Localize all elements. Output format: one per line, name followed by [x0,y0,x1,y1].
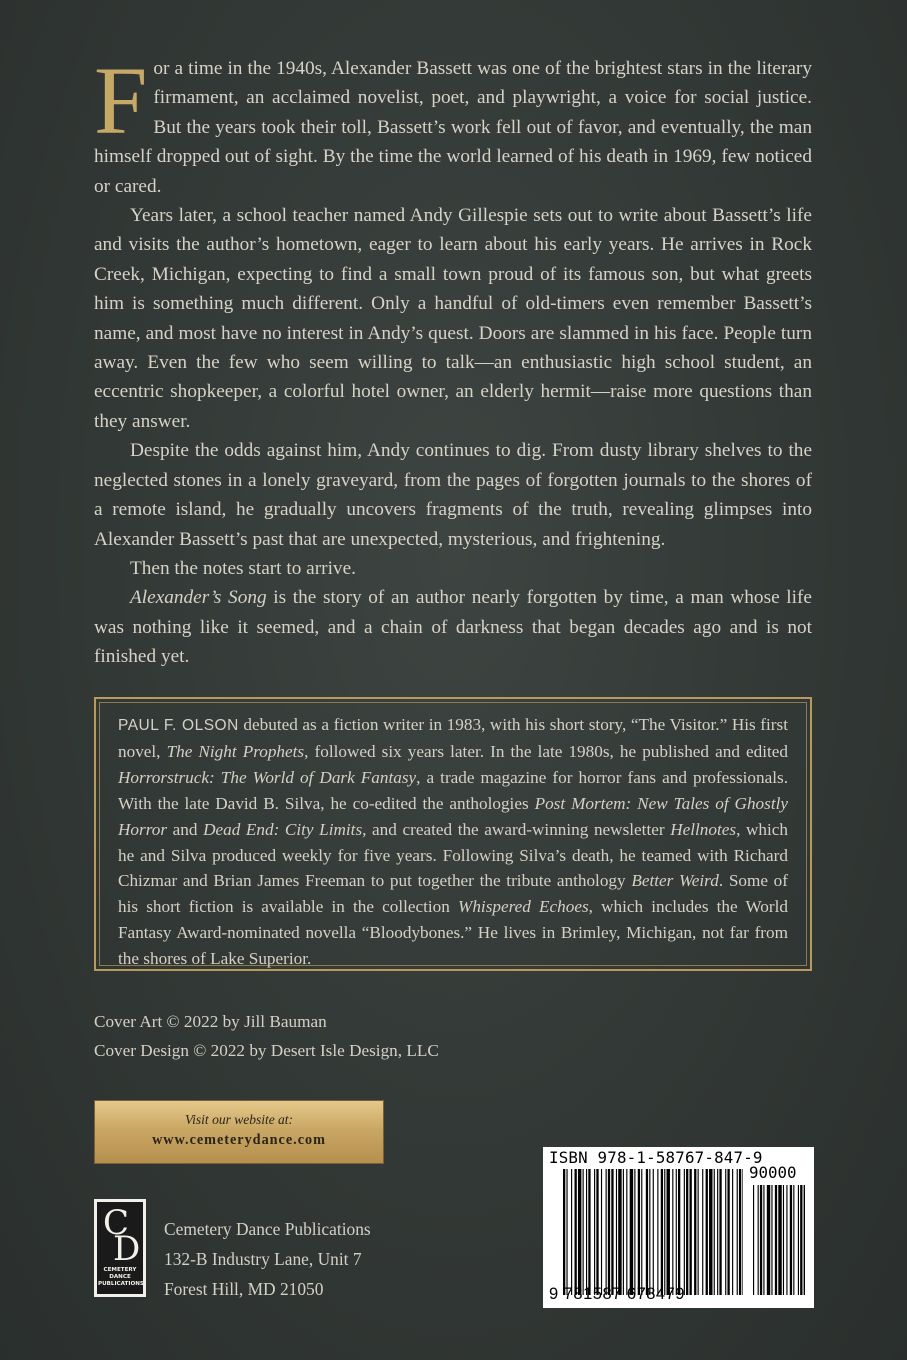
bio-title-whispered-echoes: Whispered Echoes [458,897,589,917]
barcode-bar [566,1169,567,1295]
barcode-bar [698,1169,699,1295]
barcode-bar [653,1169,654,1295]
website-url-link[interactable]: www.cemeterydance.com [152,1132,326,1148]
website-visit-label: Visit our website at: [184,1112,294,1127]
barcode-bar [725,1169,726,1295]
author-name: PAUL F. OLSON [118,717,239,734]
barcode-bar [793,1185,794,1295]
barcode-bar [657,1169,658,1295]
website-plaque[interactable] [94,1100,384,1164]
barcode-bar [786,1185,787,1295]
barcode-bar [798,1185,799,1295]
barcode-bar [771,1185,772,1295]
barcode-bar [775,1185,777,1295]
barcode-bar [790,1185,792,1295]
barcode-bar [760,1185,762,1295]
bio-text-3: , a trade magazine for horror fans and professionals. With the late David B. Silva, he co-edited the anthologies [118,767,788,813]
blurb-paragraph-1-text: or a time in the 1940s, Alexander Bassett was one of the brightest stars in the literary firmament, an acclaimed novelist, poet, and playwright, a voice for social justice. But the years took their toll, Bassett’s work fell out of favor, and eventually, the man himself dropped out of sight. By the time the world learned of his death in 1969, few noticed or cared. [94,58,812,197]
logo-line-3: PUBLICATIONS [98,1281,144,1287]
barcode-bar [676,1169,677,1295]
blurb-paragraph-2: Years later, a school teacher named Andy Gillespie sets out to write about Bassett’s life and visits the author’s hometown, eager to learn about his early years. He arrives in Rock Creek, Michigan, expecting to find a small town proud of its famous son, but what greets him is something much different. Only a handful of old-timers even remember Bassett’s name, and most have no interest in Andy’s quest. Doors are slammed in his face. People turn away. Even the few who seem willing to talk—an enthusiastic high school student, an eccentric shopkeeper, a colorful hotel owner, an elderly hermit—raise more questions than they answer. [94,205,812,432]
barcode-bar [684,1169,685,1295]
blurb-paragraph-3: Despite the odds against him, Andy continues to dig. From dusty library shelves to the neglected stones in a lonely graveyard, from the pages of forgotten journals to the shores of a remote island, he gradually uncovers fragments of the truth, revealing glimpses into Alexander Bassett’s past that are unexpected, mysterious, and frightening. [94,440,812,550]
barcode-bar [804,1185,805,1295]
barcode-bar [608,1169,610,1295]
barcode-bar [661,1169,663,1295]
barcode-bar [732,1169,733,1295]
barcode-bar [594,1169,595,1295]
publisher-city: Forest Hill, MD 21050 [164,1279,324,1299]
bio-text-2: , followed six years later. In the late 1980s, he published and edited [304,741,788,761]
barcode-bar [783,1185,784,1295]
isbn-barcode [543,1147,814,1308]
barcode-bar [706,1169,708,1295]
cover-credits [94,1007,439,1065]
bio-title-night-prophets: The Night Prophets [166,741,305,761]
barcode-bar [601,1169,602,1295]
blurb-paragraph-1 [94,47,812,201]
ean-digits: 9 781587 678479 [549,1285,685,1303]
bio-title-hellnotes: Hellnotes [670,819,737,839]
barcode-bar [634,1169,635,1295]
barcode-bar [618,1169,621,1295]
drop-cap-letter: F [94,47,148,154]
blurb-paragraph-4: Then the notes start to arrive. [130,557,356,579]
barcode-bar [623,1169,624,1295]
barcode-bar [800,1185,802,1295]
barcode-bar [611,1169,613,1295]
barcode-bar [778,1185,781,1295]
bio-text-6: , which he and Silva produced weekly for five years. Following Silva’s death, he teamed with Richard Chizmar and Brian James Freeman to put together the tribute anthology [118,819,788,891]
barcode-bar [571,1169,572,1295]
cemetery-dance-logo [94,1199,146,1297]
barcode-bar [690,1169,692,1295]
bio-text-1: debuted as a fiction writer in 1983, with his short story, “The Visitor.” His first novel, [118,715,788,761]
barcode-bar [583,1169,584,1295]
barcode-bar [575,1169,577,1295]
barcode-bar [586,1169,587,1295]
author-bio-text [99,702,807,969]
logo-line-1: CEMETERY [103,1267,137,1273]
barcode-bar [727,1169,729,1295]
bio-title-horrorstruck: Horrorstruck: The World of Dark Fantasy [118,767,417,787]
cover-art-credit: Cover Art © 2022 by Jill Bauman [94,1012,327,1031]
barcode-bar [742,1169,743,1295]
barcode-bar [606,1169,607,1295]
bio-title-post-mortem: Post Mortem: New Tales of Ghostly Horror [118,793,789,839]
logo-line-2: DANCE [109,1274,131,1280]
bio-title-better-weird: Better Weird [631,871,719,891]
barcode-bar [719,1169,721,1295]
barcode-bar [678,1169,680,1295]
logo-emblem [97,1202,143,1294]
barcode-bar [667,1169,670,1295]
barcode-bar [638,1169,640,1295]
barcode-bar [694,1169,696,1295]
barcode-bar [737,1169,738,1295]
author-bio-box [94,697,812,971]
back-cover-blurb [94,47,812,672]
barcode-bar [717,1169,718,1295]
barcode-bar [763,1185,764,1295]
barcode-bar [649,1169,650,1295]
barcode-bar [596,1169,598,1295]
barcode-bar [664,1169,665,1295]
bio-text-7: . Some of his short fiction is available in the collection [118,871,789,917]
barcode-bar [686,1169,688,1295]
barcode-bar [758,1185,759,1295]
barcode-bar [626,1169,627,1295]
barcode-bar [646,1169,648,1295]
barcode-bar [578,1169,581,1295]
barcode-bar [739,1169,741,1295]
logo-wordmark [98,1267,142,1288]
logo-letter-d: D [113,1229,141,1269]
barcode-bar [672,1169,673,1295]
publisher-name: Cemetery Dance Publications [164,1219,371,1239]
bio-text-5: , and created the award-winning newsletter [362,819,671,839]
barcode-bar [709,1169,712,1295]
publisher-street: 132-B Industry Lane, Unit 7 [164,1249,362,1269]
cover-design-credit: Cover Design © 2022 by Desert Isle Design, LLC [94,1041,439,1060]
publisher-address [164,1214,371,1304]
blurb-paragraph-5-text: is the story of an author nearly forgotten by time, a man whose life was nothing like it seemed, and a chain of darkness that began decades ago and is not finished yet. [94,587,812,668]
isbn-label: ISBN 978-1-58767-847-9 [549,1148,763,1167]
barcode-bar [616,1169,617,1295]
barcode-bar [753,1185,754,1295]
barcode-bar [563,1169,565,1295]
bio-text-8: , which includes the World Fantasy Award-nominated novella “Bloodybones.” He lives in Brimley, Michigan, not far from the shores of Lake Superior. [118,897,788,969]
barcode-bar [588,1169,590,1295]
book-title: Alexander’s Song [130,587,267,609]
bio-text-4: and [167,819,204,839]
logo-letter-c: C [103,1203,130,1243]
barcode-bar [641,1169,642,1295]
barcode-bar [630,1169,633,1295]
price-code: 90000 [749,1163,797,1182]
barcode-bar [767,1185,770,1295]
blurb-paragraph-5 [94,583,812,671]
barcode-bar [714,1169,715,1295]
bio-title-dead-end: Dead End: City Limits [203,819,363,839]
barcode-bar [702,1169,703,1295]
